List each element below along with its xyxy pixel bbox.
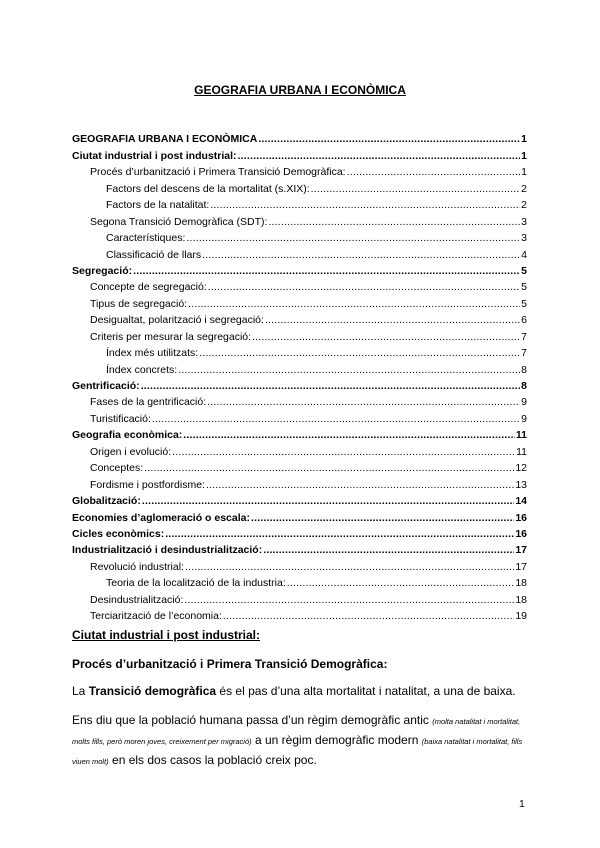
toc-entry-page: 1 xyxy=(521,149,527,162)
toc-leader-dots xyxy=(172,445,515,459)
toc-leader-dots xyxy=(206,478,514,492)
toc-entry-page: 5 xyxy=(521,264,527,277)
toc-entry[interactable] xyxy=(72,179,527,195)
toc-entry-label: Segregació: xyxy=(72,264,133,277)
toc-entry-page: 16 xyxy=(515,527,527,540)
toc-entry[interactable] xyxy=(72,327,527,343)
toc-leader-dots xyxy=(268,215,520,229)
para2-part2: a un règim demogràfic modern xyxy=(251,733,422,747)
toc-entry-label: Globalització: xyxy=(72,495,141,508)
toc-entry-label: Terciarització de l’economia: xyxy=(90,610,222,623)
toc-entry-label: Índex més utilitzats: xyxy=(106,347,199,360)
toc-entry[interactable] xyxy=(72,442,527,458)
toc-leader-dots xyxy=(263,543,514,557)
toc-entry[interactable] xyxy=(72,409,527,425)
toc-entry[interactable] xyxy=(72,574,527,590)
toc-entry[interactable] xyxy=(72,475,527,491)
table-of-contents xyxy=(72,130,527,623)
subsection-heading: Procés d’urbanització i Primera Transició Demogràfica: xyxy=(72,657,388,671)
toc-entry-page: 13 xyxy=(515,478,527,491)
toc-entry-label: Conceptes: xyxy=(90,462,144,475)
toc-entry-label: Procés d’urbanització i Primera Transició Demogràfica: xyxy=(90,166,346,179)
toc-entry-label: Tipus de segregació: xyxy=(90,297,188,310)
toc-entry-page: 2 xyxy=(521,199,527,212)
toc-entry-page: 11 xyxy=(515,429,527,442)
toc-entry[interactable] xyxy=(72,607,527,623)
toc-leader-dots xyxy=(258,132,520,146)
toc-leader-dots xyxy=(141,379,520,393)
toc-entry-page: 5 xyxy=(521,297,527,310)
toc-entry-page: 4 xyxy=(521,248,527,261)
toc-leader-dots xyxy=(252,330,520,344)
para2-part1: Ens diu que la població humana passa d’un règim demogràfic antic xyxy=(72,713,433,727)
toc-entry-label: Industrialització i desindustrialització: xyxy=(72,544,263,557)
toc-leader-dots xyxy=(183,428,515,442)
document-title: GEOGRAFIA URBANA I ECONÒMICA xyxy=(194,83,406,97)
toc-entry-label: Factors de la natalitat: xyxy=(106,199,210,212)
para2-part3: en els dos casos la població creix poc. xyxy=(108,753,317,767)
toc-entry-label: Cicles econòmics: xyxy=(72,527,165,540)
toc-entry[interactable] xyxy=(72,262,527,278)
toc-leader-dots xyxy=(208,280,520,294)
toc-entry[interactable] xyxy=(72,196,527,212)
toc-leader-dots xyxy=(223,609,514,623)
para1-bold-term: Transició demogràfica xyxy=(88,684,217,698)
toc-leader-dots xyxy=(185,560,514,574)
toc-leader-dots xyxy=(178,363,520,377)
toc-entry-label: Origen i evolució: xyxy=(90,445,172,458)
toc-entry-label: Ciutat industrial i post industrial: xyxy=(72,149,237,162)
toc-entry-page: 17 xyxy=(515,544,527,557)
toc-entry-page: 14 xyxy=(515,495,527,508)
para1-suffix: és el pas d’una alta mortalitat i natalitat, a una de baixa. xyxy=(216,684,516,698)
toc-leader-dots xyxy=(188,297,520,311)
toc-entry-label: Classificació de llars xyxy=(106,248,202,261)
para2-note-modern: (baixa natalitat i mortalitat, fills viuen molt) xyxy=(72,737,523,766)
toc-leader-dots xyxy=(133,264,520,278)
toc-entry-page: 3 xyxy=(521,232,527,245)
toc-entry[interactable] xyxy=(72,360,527,376)
toc-entry[interactable] xyxy=(72,146,527,162)
toc-entry-label: Fases de la gentrificació: xyxy=(90,396,207,409)
toc-entry-page: 9 xyxy=(521,412,527,425)
toc-entry-label: Concepte de segregació: xyxy=(90,281,207,294)
toc-entry[interactable] xyxy=(72,163,527,179)
toc-entry-page: 3 xyxy=(521,215,527,228)
toc-entry-label: Índex concrets: xyxy=(106,363,178,376)
toc-entry-page: 18 xyxy=(515,593,527,606)
toc-leader-dots xyxy=(184,593,514,607)
toc-leader-dots xyxy=(199,346,520,360)
toc-entry[interactable] xyxy=(72,229,527,245)
toc-entry-page: 17 xyxy=(515,560,527,573)
toc-entry-page: 7 xyxy=(521,330,527,343)
toc-leader-dots xyxy=(142,494,514,508)
toc-entry-label: Geografia econòmica: xyxy=(72,429,183,442)
toc-entry-page: 5 xyxy=(521,281,527,294)
toc-entry[interactable] xyxy=(72,541,527,557)
toc-entry-label: Revolució industrial: xyxy=(90,560,184,573)
toc-entry[interactable] xyxy=(72,393,527,409)
toc-leader-dots xyxy=(186,231,520,245)
toc-entry[interactable] xyxy=(72,344,527,360)
toc-leader-dots xyxy=(238,149,521,163)
toc-entry-label: Economies d’aglomeració o escala: xyxy=(72,511,250,524)
page-number: 1 xyxy=(519,798,525,810)
toc-entry[interactable] xyxy=(72,130,527,146)
toc-entry-page: 18 xyxy=(515,577,527,590)
section-heading: Ciutat industrial i post industrial: xyxy=(72,628,261,642)
toc-entry-label: Gentrificació: xyxy=(72,380,140,392)
toc-leader-dots xyxy=(311,182,520,196)
toc-entry-page: 11 xyxy=(516,445,527,458)
paragraph-transition xyxy=(72,683,532,699)
toc-entry[interactable] xyxy=(72,508,527,524)
toc-entry-label: Criteris per mesurar la segregació: xyxy=(90,330,252,343)
toc-entry-page: 12 xyxy=(515,462,527,475)
toc-entry-page: 19 xyxy=(515,610,527,623)
toc-entry-page: 8 xyxy=(521,380,527,392)
toc-entry-label: Desigualtat, polarització i segregació: xyxy=(90,314,264,327)
toc-entry-page: 8 xyxy=(521,363,527,376)
toc-entry-page: 2 xyxy=(521,182,527,195)
toc-entry-label: Factors del descens de la mortalitat (s.XIX): xyxy=(106,182,310,195)
para1-prefix: La xyxy=(72,684,89,698)
toc-leader-dots xyxy=(347,165,521,179)
toc-entry-page: 1 xyxy=(521,166,527,179)
toc-entry[interactable] xyxy=(72,557,527,573)
toc-entry[interactable] xyxy=(72,311,527,327)
toc-entry[interactable] xyxy=(72,278,527,294)
toc-entry[interactable] xyxy=(72,492,527,508)
toc-entry-label: Teoria de la localització de la industria: xyxy=(106,577,286,590)
toc-entry-page: 7 xyxy=(521,347,527,360)
toc-entry-label: GEOGRAFIA URBANA I ECONÒMICA xyxy=(72,133,258,146)
toc-entry-label: Turistificació: xyxy=(90,412,151,425)
toc-entry-label: Característiques: xyxy=(106,232,186,245)
toc-entry-label: Segona Transició Demogràfica (SDT): xyxy=(90,215,268,228)
toc-leader-dots xyxy=(265,313,520,327)
toc-entry[interactable] xyxy=(72,590,527,606)
paragraph-regime xyxy=(72,711,532,771)
toc-leader-dots xyxy=(210,198,520,212)
toc-leader-dots xyxy=(202,248,520,262)
toc-entry-page: 1 xyxy=(521,133,527,146)
toc-entry-label: Fordisme i postfordisme: xyxy=(90,478,205,491)
para2-note-ancient: (molta natalitat i mortalitat, molts fills, però moren joves, creixement per migració) xyxy=(72,717,521,746)
toc-leader-dots xyxy=(165,527,514,541)
toc-entry[interactable] xyxy=(72,212,527,228)
toc-entry-label: Desindustrialització: xyxy=(90,593,184,606)
toc-entry[interactable] xyxy=(72,294,527,310)
toc-entry[interactable] xyxy=(72,459,527,475)
toc-entry[interactable] xyxy=(72,525,527,541)
toc-entry-page: 16 xyxy=(515,511,527,524)
toc-entry-page: 9 xyxy=(521,396,527,409)
toc-entry[interactable] xyxy=(72,426,527,442)
toc-entry[interactable] xyxy=(72,377,527,393)
toc-leader-dots xyxy=(251,511,514,525)
toc-leader-dots xyxy=(207,395,520,409)
toc-entry[interactable] xyxy=(72,245,527,261)
toc-leader-dots xyxy=(144,461,514,475)
toc-leader-dots xyxy=(152,412,520,426)
toc-leader-dots xyxy=(287,576,515,590)
toc-entry-page: 6 xyxy=(521,314,527,327)
